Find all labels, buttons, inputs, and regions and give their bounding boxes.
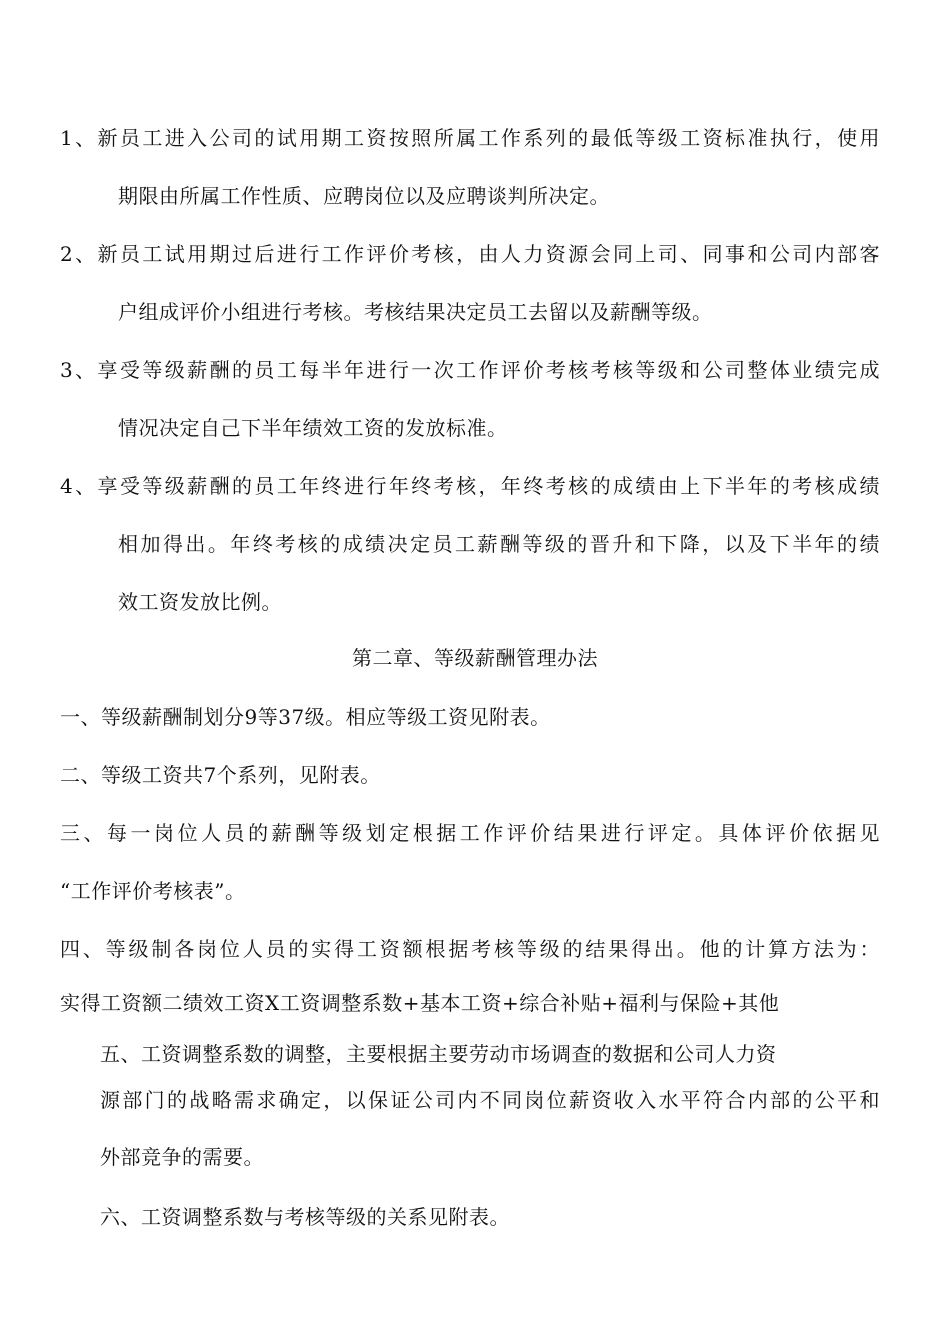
item-one: 一、等级薪酬制划分9等37级。相应等级工资见附表。	[60, 705, 551, 729]
item-five-line-3: 外部竞争的需要。	[100, 1145, 264, 1169]
paragraph-1-line-2: 期限由所属工作性质、应聘岗位以及应聘谈判所决定。	[118, 184, 610, 208]
item-five-line-1: 五、工资调整系数的调整，主要根据主要劳动市场调查的数据和公司人力资	[100, 1042, 777, 1066]
paragraph-3-line-2: 情况决定自己下半年绩效工资的发放标准。	[118, 416, 508, 440]
item-three-line-1: 三、每一岗位人员的薪酬等级划定根据工作评价结果进行评定。具体评价依据见	[60, 821, 880, 845]
item-two: 二、等级工资共7个系列，见附表。	[60, 763, 381, 787]
chapter-title: 第二章、等级薪酬管理办法	[352, 646, 598, 670]
paragraph-4-line-3: 效工资发放比例。	[118, 590, 282, 614]
paragraph-2-line-1: 2、新员工试用期过后进行工作评价考核，由人力资源会同上司、同事和公司内部客	[60, 242, 880, 266]
paragraph-4-line-2: 相加得出。年终考核的成绩决定员工薪酬等级的晋升和下降，以及下半年的绩	[118, 532, 880, 556]
paragraph-3-line-1: 3、享受等级薪酬的员工每半年进行一次工作评价考核考核等级和公司整体业绩完成	[60, 358, 880, 382]
salary-formula: 实得工资额二绩效工资X工资调整系数+基本工资+综合补贴+福利与保险+其他	[60, 991, 780, 1015]
paragraph-1-line-1: 1、新员工进入公司的试用期工资按照所属工作系列的最低等级工资标准执行，使用	[60, 126, 880, 150]
paragraph-2-line-2: 户组成评价小组进行考核。考核结果决定员工去留以及薪酬等级。	[118, 300, 713, 324]
item-three-line-2: “工作评价考核表”。	[60, 879, 246, 903]
item-five-line-2: 源部门的战略需求确定，以保证公司内不同岗位薪资收入水平符合内部的公平和	[100, 1088, 880, 1112]
paragraph-4-line-1: 4、享受等级薪酬的员工年终进行年终考核，年终考核的成绩由上下半年的考核成绩	[60, 474, 880, 498]
item-six: 六、工资调整系数与考核等级的关系见附表。	[100, 1205, 510, 1229]
item-four: 四、等级制各岗位人员的实得工资额根据考核等级的结果得出。他的计算方法为：	[60, 937, 880, 961]
